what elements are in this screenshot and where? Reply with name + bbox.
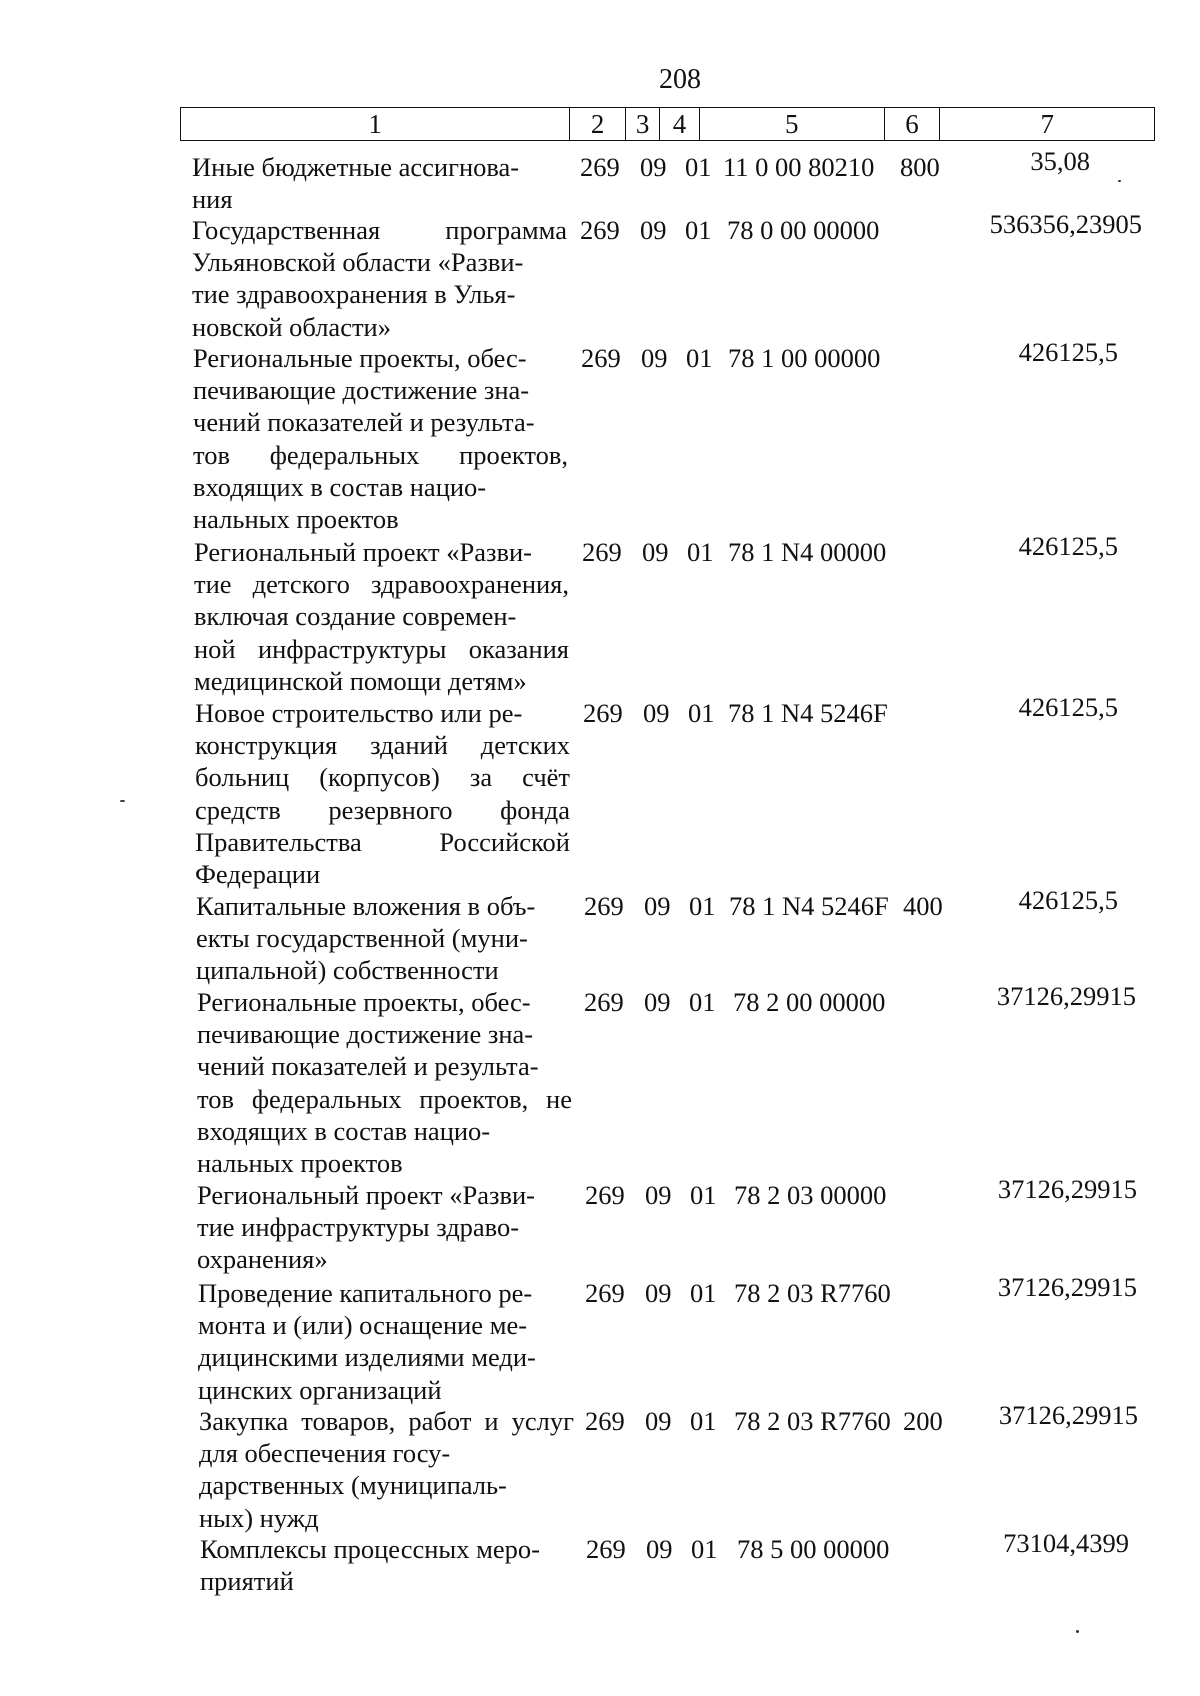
row-code-4: 01 xyxy=(690,1406,717,1436)
row-code-4: 01 xyxy=(689,891,716,921)
row-amount: 426125,5 xyxy=(1018,531,1118,561)
row-amount: 37126,29915 xyxy=(997,1174,1137,1204)
row-code-3: 09 xyxy=(644,987,671,1017)
row-code-3: 09 xyxy=(646,1534,673,1564)
row-code-2: 269 xyxy=(583,698,623,728)
row-code-5: 78 1 N4 5246F xyxy=(728,698,888,728)
row-code-2: 269 xyxy=(585,1406,625,1436)
row-code-4: 01 xyxy=(687,537,714,567)
row-amount: 426125,5 xyxy=(1018,337,1118,367)
header-col-7: 7 xyxy=(1040,108,1054,139)
row-code-5: 78 1 00 00000 xyxy=(728,343,881,373)
row-code-4: 01 xyxy=(690,1180,717,1210)
row-code-5: 78 0 00 00000 xyxy=(727,215,880,245)
row-name: Закупка товаров, работ и услуг для обеспечения госу- дарственных (муниципаль- ных) нужд xyxy=(199,1406,574,1533)
header-col-2: 2 xyxy=(570,108,626,140)
row-code-2: 269 xyxy=(584,987,624,1017)
header-col-1: 1 xyxy=(181,108,570,140)
row-amount: 37126,29915 xyxy=(998,1400,1138,1430)
row-code-4: 01 xyxy=(690,1278,717,1308)
row-name: Региональный проект «Разви- тие инфраструктуры здраво- охранения» xyxy=(197,1180,535,1275)
row-code-5: 78 1 N4 5246F xyxy=(729,891,889,921)
row-name: Новое строительство или ре- конструкция зданий детских больниц (корпусов) за счёт средств резервного фонда Правительства Российской Федерации xyxy=(195,698,570,890)
row-code-3: 09 xyxy=(640,215,667,245)
row-name: Капитальные вложения в объ- екты государственной (муни- ципальной) собственности xyxy=(196,891,536,986)
row-code-2: 269 xyxy=(582,537,622,567)
row-code-4: 01 xyxy=(686,343,713,373)
row-code-4: 01 xyxy=(691,1534,718,1564)
row-code-3: 09 xyxy=(644,891,671,921)
row-name: Иные бюджетные ассигнова- ния xyxy=(192,152,520,215)
row-code-5: 78 2 03 00000 xyxy=(734,1180,887,1210)
row-code-5: 11 0 00 80210 xyxy=(723,152,875,182)
row-code-5: 78 2 03 R7760 xyxy=(734,1278,891,1308)
row-code-3: 09 xyxy=(643,698,670,728)
row-amount: 426125,5 xyxy=(1018,692,1118,722)
row-amount: 426125,5 xyxy=(1018,885,1118,915)
row-code-2: 269 xyxy=(584,891,624,921)
header-col-5: 5 xyxy=(700,108,885,140)
header-col-4: 4 xyxy=(660,108,700,140)
row-code-6: 200 xyxy=(903,1406,943,1436)
row-code-5: 78 2 00 00000 xyxy=(733,987,886,1017)
header-col-3: 3 xyxy=(626,108,660,140)
row-code-2: 269 xyxy=(580,152,620,182)
row-code-4: 01 xyxy=(688,698,715,728)
row-name: Комплексы процессных меро- приятий xyxy=(200,1534,540,1597)
header-col-6: 6 xyxy=(885,108,941,140)
row-code-2: 269 xyxy=(580,215,620,245)
row-code-3: 09 xyxy=(642,537,669,567)
page-number: 208 xyxy=(659,64,701,95)
row-amount: 37126,29915 xyxy=(997,1272,1137,1302)
scan-speck xyxy=(1118,180,1121,182)
row-code-2: 269 xyxy=(581,343,621,373)
scan-speck xyxy=(1076,1630,1079,1633)
row-code-2: 269 xyxy=(586,1534,626,1564)
row-name: Региональные проекты, обес- печивающие достижение зна- чений показателей и результа- тов федеральных проектов, входящих в состав нацио- нальных проектов xyxy=(193,343,568,535)
row-code-3: 09 xyxy=(645,1278,672,1308)
row-name: Проведение капитального ре- монта и (или) оснащение ме- дицинскими изделиями меди- цинских организаций xyxy=(198,1278,536,1405)
row-code-3: 09 xyxy=(645,1406,672,1436)
row-name: Региональный проект «Разви- тие детского здравоохранения, включая создание современ- ной инфраструктуры оказания медицинской помощи детям» xyxy=(194,537,569,696)
row-name: Региональные проекты, обес- печивающие достижение зна- чений показателей и результа- тов федеральных проектов, не входящих в состав нацио- нальных проектов xyxy=(197,987,572,1179)
row-code-5: 78 1 N4 00000 xyxy=(728,537,887,567)
row-code-6: 800 xyxy=(900,152,940,182)
row-amount: 37126,29915 xyxy=(996,981,1136,1011)
row-code-3: 09 xyxy=(640,152,667,182)
row-code-4: 01 xyxy=(689,987,716,1017)
row-code-3: 09 xyxy=(645,1180,672,1210)
row-amount: 35,08 xyxy=(1030,146,1090,176)
row-name: Государственная программа Ульяновской области «Разви- тие здравоохранения в Улья- новской области» xyxy=(192,215,567,342)
row-code-4: 01 xyxy=(685,152,712,182)
row-code-5: 78 2 03 R7760 xyxy=(734,1406,891,1436)
row-code-2: 269 xyxy=(585,1278,625,1308)
row-code-6: 400 xyxy=(903,891,943,921)
row-amount: 73104,4399 xyxy=(1003,1528,1129,1558)
row-code-3: 09 xyxy=(641,343,668,373)
row-amount: 536356,23905 xyxy=(989,209,1142,239)
row-code-5: 78 5 00 00000 xyxy=(737,1534,890,1564)
row-code-4: 01 xyxy=(685,215,712,245)
row-code-2: 269 xyxy=(585,1180,625,1210)
scan-speck xyxy=(120,800,125,802)
